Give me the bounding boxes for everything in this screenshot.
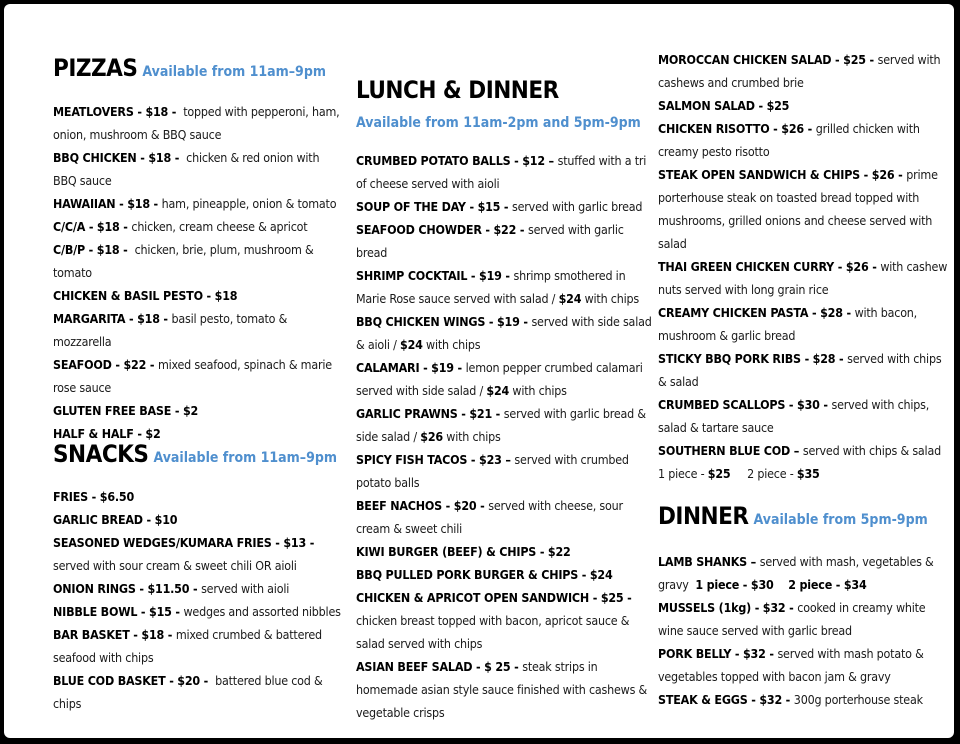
menu-item <box>658 642 948 688</box>
item-description: chicken, brie, plum, mushroom & tomato <box>53 242 317 280</box>
item-description-tail: with chips <box>581 291 639 306</box>
item-description: cooked in creamy white wine sauce served with garlic bread <box>658 600 929 638</box>
item-description: served with mash, vegetables & gravy <box>658 554 937 592</box>
menu-item <box>658 48 948 94</box>
menu-item <box>658 301 948 347</box>
item-name: CHICKEN & APRICOT OPEN SANDWICH <box>356 590 590 605</box>
item-name: SPICY FISH TACOS <box>356 452 468 467</box>
item-description: mixed crumbed & battered seafood with chips <box>53 627 326 665</box>
item-description: grilled chicken with creamy pesto risotto <box>658 121 924 159</box>
section-availability: Available from 11am–9pm <box>142 64 326 80</box>
menu-item <box>356 310 655 356</box>
item-name: SEASONED WEDGES/KUMARA FRIES <box>53 535 272 550</box>
item-description: 300g porterhouse steak <box>793 692 923 707</box>
item-description: wedges and assorted nibbles <box>183 604 341 619</box>
item-name: GARLIC BREAD <box>53 512 143 527</box>
item-description: mixed seafood, spinach & marie rose sauce <box>53 357 336 395</box>
section-title: DINNER <box>658 502 749 530</box>
item-name: STEAK OPEN SANDWICH & CHIPS <box>658 167 860 182</box>
item-extra-price: $25 <box>707 466 731 481</box>
item-price: - $28 - <box>808 305 855 320</box>
menu-item <box>658 163 948 255</box>
menu-item <box>356 149 652 195</box>
menu-item <box>53 215 345 238</box>
item-list-snacks <box>53 485 345 715</box>
item-price: - $18 - <box>136 150 183 165</box>
item-name: HAWAIIAN <box>53 196 116 211</box>
item-price: - $2 <box>171 403 199 418</box>
menu-item <box>658 117 948 163</box>
item-name: THAI GREEN CHICKEN CURRY <box>658 259 835 274</box>
menu-item <box>658 688 948 711</box>
item-price: - $24 <box>578 567 613 582</box>
item-description-tail: with chips <box>509 383 567 398</box>
menu-item <box>53 577 345 600</box>
item-name: KIWI BURGER (BEEF) & CHIPS <box>356 544 537 559</box>
item-name: CRUMBED SCALLOPS <box>658 397 786 412</box>
item-description: served with garlic bread <box>512 199 643 214</box>
section-heading-dinner <box>658 502 928 530</box>
item-price: - $30 - <box>785 397 832 412</box>
item-price: - $18 - <box>115 196 162 211</box>
item-price: - $32 - <box>747 692 794 707</box>
item-price: - $2 <box>133 426 161 441</box>
item-extra-price: $24 <box>558 291 582 306</box>
item-name: SOUP OF THE DAY <box>356 199 466 214</box>
item-description: chicken & red onion with BBQ sauce <box>53 150 323 188</box>
menu-item <box>53 238 345 284</box>
item-description-tail: 2 piece - <box>730 466 797 481</box>
item-name: FRIES <box>53 489 88 504</box>
item-extra-price: $24 <box>400 337 423 352</box>
section-title: LUNCH & DINNER <box>356 76 559 104</box>
item-price: - $21 - <box>457 406 504 421</box>
item-list-dinner <box>658 550 948 711</box>
menu-item <box>53 353 345 399</box>
menu-item <box>356 448 652 494</box>
item-price: - $15 - <box>137 604 184 619</box>
item-name: ASIAN BEEF SALAD <box>356 659 473 674</box>
menu-item <box>356 218 652 264</box>
item-extra-price: $26 <box>420 429 443 444</box>
menu-item <box>658 255 951 301</box>
menu-item <box>356 655 652 724</box>
item-price: - $25 <box>754 98 790 113</box>
item-name: STEAK & EGGS <box>658 692 748 707</box>
item-price: - $13 - <box>271 535 318 550</box>
item-name: NIBBLE BOWL <box>53 604 138 619</box>
menu-item <box>658 550 948 596</box>
item-name: MUSSELS (1kg) <box>658 600 752 615</box>
item-name: SOUTHERN BLUE COD <box>658 443 791 458</box>
item-price: - $18 - <box>133 104 180 119</box>
menu-item <box>356 540 652 563</box>
item-price: - $11.50 - <box>135 581 202 596</box>
menu-item <box>658 596 948 642</box>
item-price: - $18 - <box>129 627 176 642</box>
item-price: - $18 <box>202 288 238 303</box>
item-description: served with chips & salad 1 piece - <box>658 443 945 481</box>
item-description: chicken breast topped with bacon, apricot sauce & salad served with chips <box>356 613 633 651</box>
item-price: - $ 25 - <box>472 659 523 674</box>
item-name: CRUMBED POTATO BALLS <box>356 153 511 168</box>
item-price: - $19 - <box>485 314 532 329</box>
menu-item <box>658 347 948 393</box>
item-price: - $15 - <box>465 199 513 214</box>
section-title: PIZZAS <box>53 54 138 82</box>
menu-item <box>53 284 345 307</box>
item-name: BBQ CHICKEN WINGS <box>356 314 486 329</box>
item-price: - $18 - <box>125 311 172 326</box>
menu-item <box>356 195 652 218</box>
item-name: STICKY BBQ PORK RIBS <box>658 351 801 366</box>
item-price: – <box>746 554 760 569</box>
item-price: - $19 - <box>467 268 514 283</box>
item-name: HALF & HALF <box>53 426 134 441</box>
item-description: basil pesto, tomato & mozzarella <box>53 311 291 349</box>
menu-item <box>53 669 345 715</box>
item-name: MEATLOVERS <box>53 104 134 119</box>
item-price: - $22 <box>536 544 571 559</box>
menu-item <box>53 146 345 192</box>
item-price: - $20 - <box>165 673 212 688</box>
menu-item <box>53 192 345 215</box>
menu-item <box>53 508 345 531</box>
item-description: served with garlic bread <box>356 222 628 260</box>
item-name: CALAMARI <box>356 360 420 375</box>
item-description: served with garlic bread & side salad / <box>356 406 650 444</box>
item-description-tail: with chips <box>442 429 501 444</box>
item-price: - $22 - <box>481 222 528 237</box>
item-price: - $12 – <box>510 153 558 168</box>
item-name: CHICKEN & BASIL PESTO <box>53 288 203 303</box>
section-heading-pizzas <box>53 54 326 82</box>
item-name: SALMON SALAD <box>658 98 755 113</box>
item-price: - $25 - <box>831 52 878 67</box>
item-price: - $19 - <box>419 360 466 375</box>
item-price: - $25 - <box>589 590 636 605</box>
item-name: BBQ PULLED PORK BURGER & CHIPS <box>356 567 579 582</box>
item-description: served with cheese, sour cream & sweet chili <box>356 498 627 536</box>
menu-item <box>53 307 345 353</box>
menu-item <box>53 399 345 422</box>
menu-item <box>356 356 652 402</box>
item-name: C/B/P <box>53 242 85 257</box>
item-name: MOROCCAN CHICKEN SALAD <box>658 52 832 67</box>
item-description: served with mash potato & vegetables topped with bacon jam & gravy <box>658 646 927 684</box>
menu-item <box>53 100 345 146</box>
item-list-lunch-dinner-continued <box>658 48 951 485</box>
item-extra-price: $35 <box>796 466 820 481</box>
item-description: served with sour cream & sweet chili OR aioli <box>53 558 297 573</box>
item-description: served with chips, salad & tartare sauce <box>658 397 933 435</box>
item-name: SEAFOOD <box>53 357 112 372</box>
section-title: SNACKS <box>53 440 149 468</box>
item-price: - $23 – <box>467 452 515 467</box>
menu-item <box>356 402 652 448</box>
item-name: GARLIC PRAWNS <box>356 406 458 421</box>
item-description: with bacon, mushroom & garlic bread <box>658 305 921 343</box>
item-price: - $18 - <box>85 219 132 234</box>
item-list-pizzas <box>53 100 345 445</box>
item-price: - $20 - <box>442 498 489 513</box>
item-description: shrimp smothered in Marie Rose sauce served with salad / <box>356 268 629 306</box>
section-heading-snacks <box>53 440 337 468</box>
item-name: GLUTEN FREE BASE <box>53 403 172 418</box>
item-description: served with chips & salad <box>658 351 945 389</box>
item-description: stuffed with a tri of cheese served with aioli <box>356 153 650 191</box>
item-name: MARGARITA <box>53 311 126 326</box>
item-description: served with crumbed potato balls <box>356 452 633 490</box>
menu-item <box>356 586 652 655</box>
item-extra-price: $24 <box>486 383 510 398</box>
item-description: served with aioli <box>201 581 290 596</box>
menu-item <box>356 264 652 310</box>
item-description: ham, pineapple, onion & tomato <box>161 196 337 211</box>
menu-item <box>53 623 345 669</box>
item-price: - $26 - <box>769 121 816 136</box>
section-heading-lunch-dinner <box>356 76 559 104</box>
item-name: BAR BASKET <box>53 627 130 642</box>
item-extra-price: 1 piece - $30 2 piece - $34 <box>695 577 867 592</box>
section-availability: Available from 11am-2pm and 5pm-9pm <box>356 115 641 131</box>
item-description: served with cashews and crumbed brie <box>658 52 944 90</box>
item-price: - $18 - <box>85 242 132 257</box>
menu-item <box>356 494 652 540</box>
item-description: chicken, cream cheese & apricot <box>131 219 308 234</box>
item-price: - $28 - <box>800 351 848 366</box>
item-name: BBQ CHICKEN <box>53 150 137 165</box>
item-price: - $32 - <box>751 600 798 615</box>
menu-item <box>53 600 345 623</box>
menu-item <box>658 94 948 117</box>
item-name: BEEF NACHOS <box>356 498 442 513</box>
menu-item <box>53 531 345 577</box>
item-price: – <box>790 443 803 458</box>
item-name: SHRIMP COCKTAIL <box>356 268 468 283</box>
item-name: C/C/A <box>53 219 86 234</box>
menu-item <box>53 485 345 508</box>
menu-item <box>658 439 948 485</box>
item-name: SEAFOOD CHOWDER <box>356 222 482 237</box>
item-price: - $6.50 <box>88 489 135 504</box>
menu-item <box>356 563 652 586</box>
item-name: ONION RINGS <box>53 581 136 596</box>
item-list-lunch-dinner <box>356 149 655 724</box>
item-description: lemon pepper crumbed calamari served with side salad / <box>356 360 646 398</box>
item-description: served with side salad & aioli / <box>356 314 655 352</box>
item-description: topped with pepperoni, ham, onion, mushroom & BBQ sauce <box>53 104 343 142</box>
menu-page <box>4 4 954 738</box>
item-name: LAMB SHANKS <box>658 554 747 569</box>
item-name: BLUE COD BASKET <box>53 673 166 688</box>
item-description: steak strips in homemade asian style sauce finished with cashews & vegetable crisps <box>356 659 651 720</box>
item-price: - $26 - <box>834 259 881 274</box>
section-availability: Available from 11am–9pm <box>153 450 338 466</box>
item-price: - $10 <box>142 512 178 527</box>
item-description-tail: with chips <box>422 337 481 352</box>
section-availability: Available from 5pm-9pm <box>753 512 928 528</box>
item-name: PORK BELLY <box>658 646 732 661</box>
item-description: battered blue cod & chips <box>53 673 326 711</box>
item-price: - $22 - <box>111 357 158 372</box>
item-name: CREAMY CHICKEN PASTA <box>658 305 809 320</box>
item-description: prime porterhouse steak on toasted bread topped with mushrooms, grilled onions and cheese served with salad <box>658 167 942 251</box>
item-price: - $26 - <box>860 167 907 182</box>
item-name: CHICKEN RISOTTO <box>658 121 770 136</box>
item-price: - $32 - <box>731 646 778 661</box>
item-description: with cashew nuts served with long grain rice <box>658 259 951 297</box>
menu-item <box>658 393 948 439</box>
